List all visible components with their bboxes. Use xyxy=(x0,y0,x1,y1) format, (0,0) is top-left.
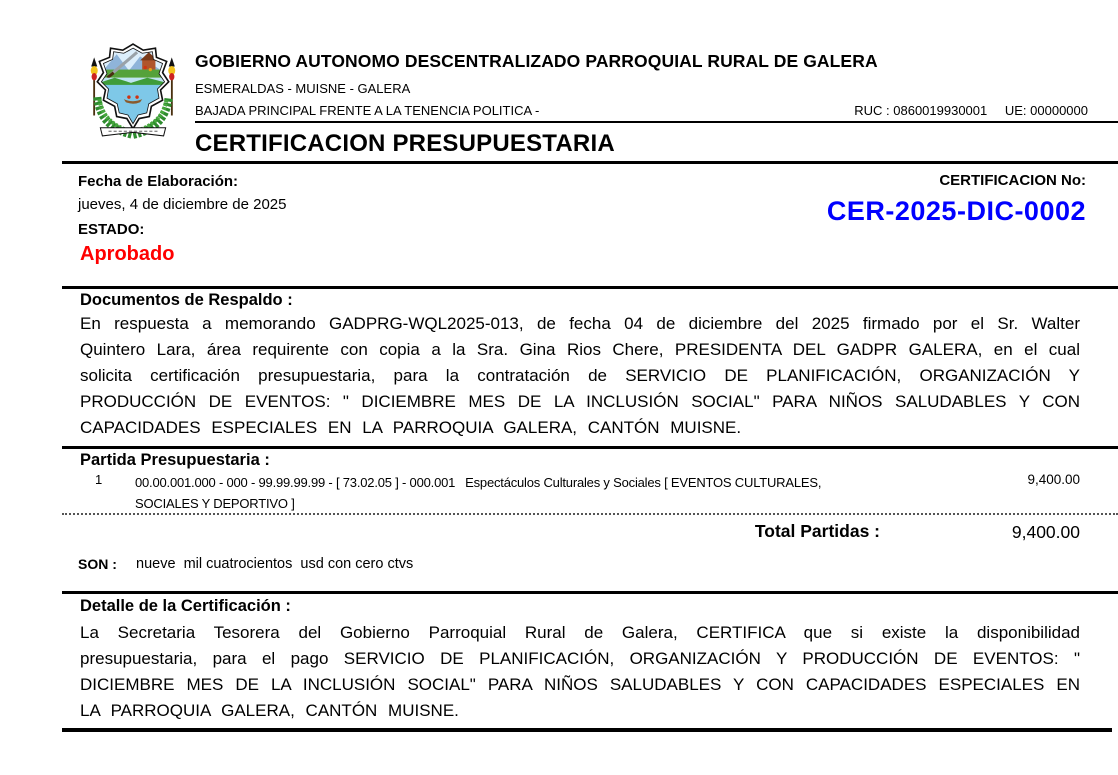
right-lance-icon xyxy=(168,57,175,115)
divider-under-title xyxy=(62,161,1118,164)
partida-heading: Partida Presupuestaria : xyxy=(80,451,270,469)
dotted-divider xyxy=(62,513,1118,515)
ruc-value: RUC : 0860019930001 xyxy=(854,103,988,118)
divider-documents xyxy=(62,286,1118,289)
partida-row xyxy=(135,472,825,514)
detail-body: La Secretaria Tesorera del Gobierno Parroquial Rural de Galera, CERTIFICA que si existe la disponibilidad presupuestaria, para el pago SERVICIO DE PLANIFICACIÓN, ORGANIZACIÓN Y PRODUCCIÓN DE EVENTOS: " DICIEMBRE MES DE LA INCLUSIÓN SOCIAL" PARA NIÑOS SALUDABLES Y CON CAPACIDADES ESPECIALES EN LA PARROQUIA GALERA, CANTÓN MUISNE. xyxy=(80,623,1080,720)
ue-value: UE: 00000000 xyxy=(1004,103,1088,118)
coat-of-arms-icon xyxy=(84,40,182,142)
total-label: Total Partidas : xyxy=(754,521,880,541)
left-lance-icon xyxy=(91,57,98,115)
ruc-ue-line xyxy=(854,103,1088,118)
org-name: GOBIERNO AUTONOMO DESCENTRALIZADO PARROQUIAL RURAL DE GALERA xyxy=(195,51,878,71)
partida-code: 00.00.001.000 - 000 - 99.99.99.99 - [ 73.02.05 ] - 000.001 xyxy=(135,475,456,490)
divider-under-address xyxy=(195,121,1118,123)
divider-bottom xyxy=(62,728,1112,732)
certification-no-value: CER-2025-DIC-0002 xyxy=(826,196,1086,226)
status-label: ESTADO: xyxy=(78,221,145,238)
partida-amount: 9,400.00 xyxy=(1027,472,1080,487)
divider-partida xyxy=(62,446,1118,449)
amount-in-words-value: nueve mil cuatrocientos usd con cero ctvs xyxy=(136,556,414,572)
detail-heading: Detalle de la Certificación : xyxy=(80,597,291,615)
document-title: CERTIFICACION PRESUPUESTARIA xyxy=(195,130,615,157)
org-address: BAJADA PRINCIPAL FRENTE A LA TENENCIA POLITICA - xyxy=(195,103,540,118)
documents-heading: Documentos de Respaldo : xyxy=(80,291,293,309)
org-location: ESMERALDAS - MUISNE - GALERA xyxy=(195,81,411,96)
documents-body: En respuesta a memorando GADPRG-WQL2025-013, de fecha 04 de diciembre del 2025 firmado por el Sr. Walter Quintero Lara, área requirente con copia a la Sra. Gina Rios Chere, PRESIDENTA DEL GADPR GALERA, en el cual solicita certificación presupuestaria, para la contratación de SERVICIO DE PLANIFICACIÓN, ORGANIZACIÓN Y PRODUCCIÓN DE EVENTOS: " DICIEMBRE MES DE LA INCLUSIÓN SOCIAL" PARA NIÑOS SALUDABLES Y CON CAPACIDADES ESPECIALES EN LA PARROQUIA GALERA, CANTÓN MUISNE. xyxy=(80,314,1080,437)
certification-no-label: CERTIFICACION No: xyxy=(939,172,1086,189)
date-label: Fecha de Elaboración: xyxy=(78,173,239,190)
date-value: jueves, 4 de diciembre de 2025 xyxy=(78,196,287,213)
partida-row-number: 1 xyxy=(95,472,103,487)
amount-in-words-label: SON : xyxy=(78,556,117,572)
partida-description: Espectáculos Culturales y Sociales [ EVENTOS CULTURALES, SOCIALES Y DEPORTIVO ] xyxy=(135,475,822,511)
status-badge: Aprobado xyxy=(80,243,175,265)
divider-detail xyxy=(62,591,1118,594)
banner-ribbon-icon xyxy=(100,128,165,136)
total-value: 9,400.00 xyxy=(1011,522,1080,542)
